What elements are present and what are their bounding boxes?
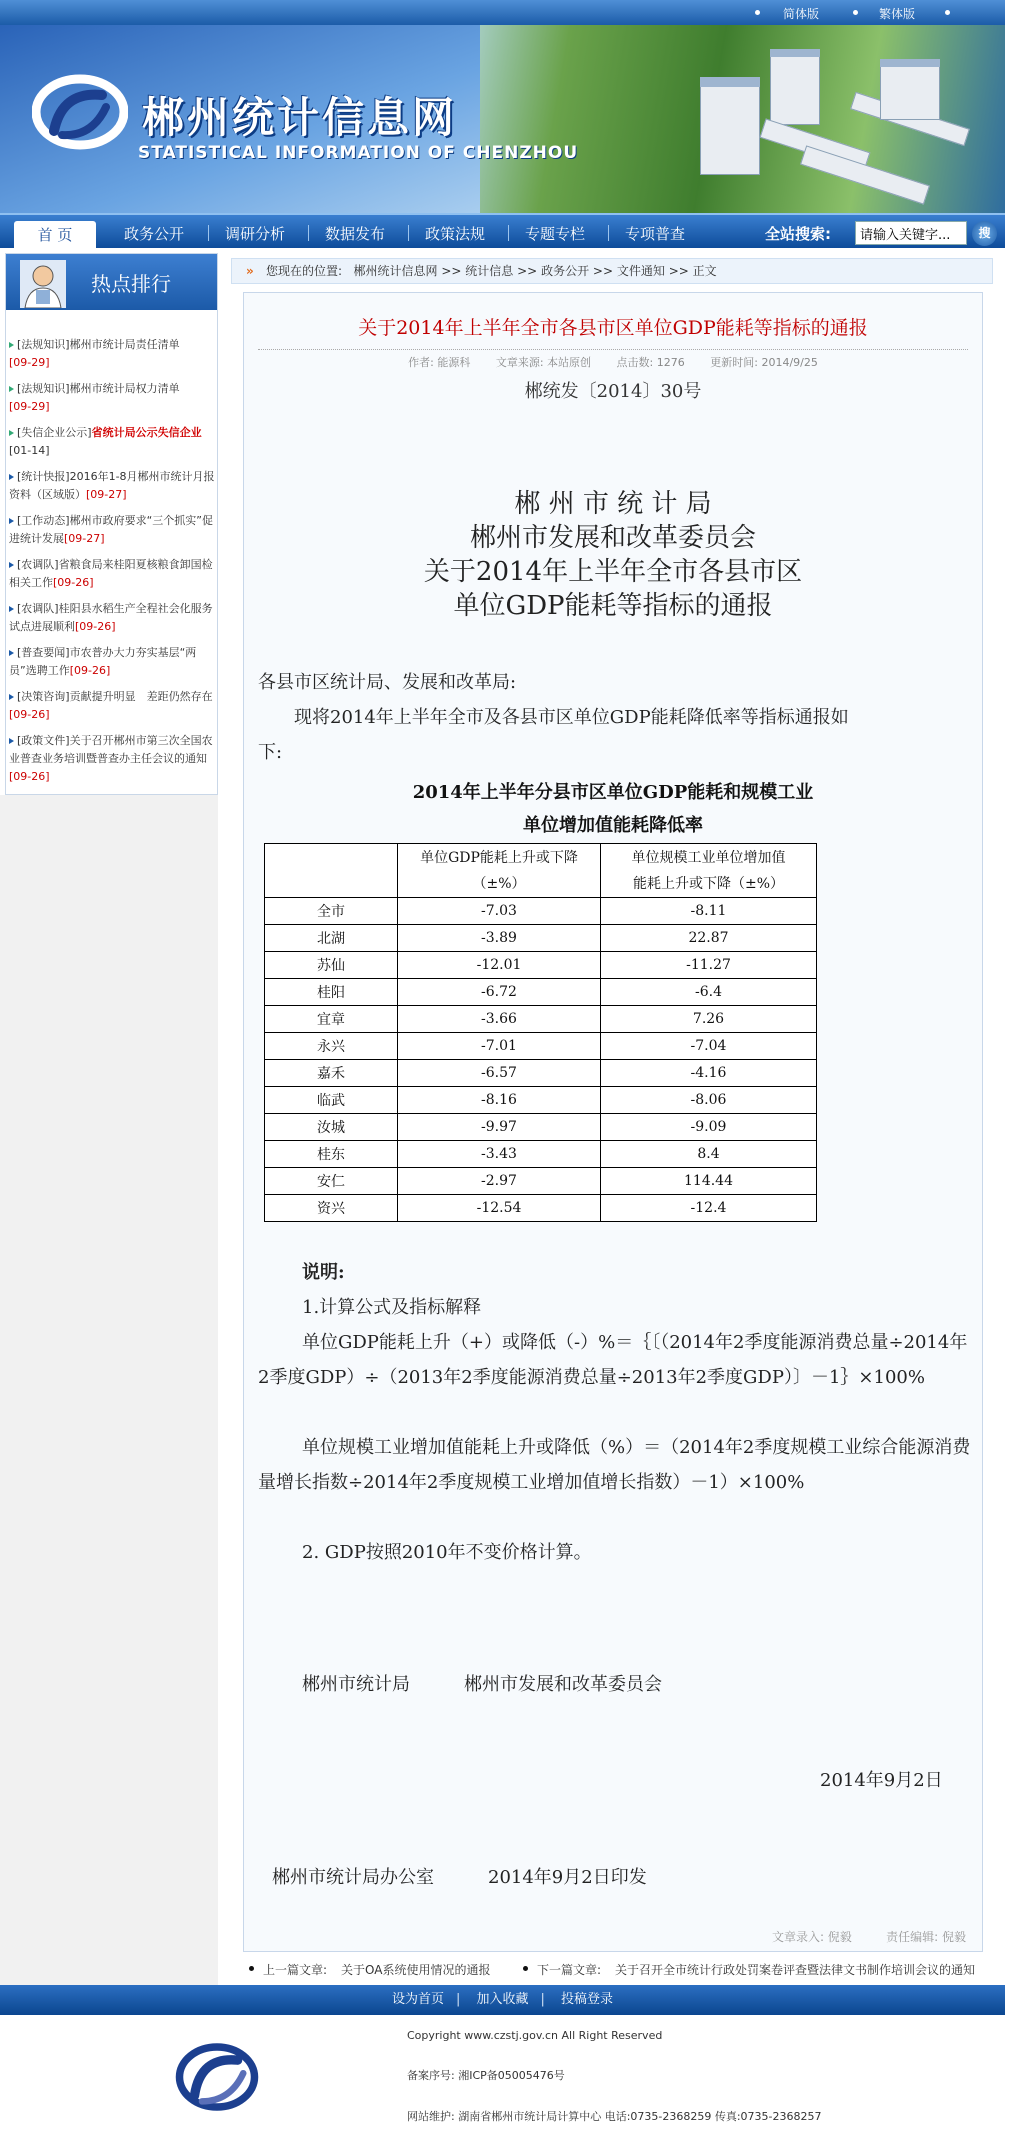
article-footer-meta: [244, 1928, 966, 1945]
sidebar-title: 热点排行: [91, 272, 171, 296]
site-banner: [0, 25, 1005, 213]
table-row: [265, 1168, 817, 1195]
editor-person: 责任编辑: 倪毅: [886, 1930, 966, 1944]
value-cell: -8.16: [398, 1087, 601, 1114]
value-cell: -6.72: [398, 979, 601, 1006]
sidebar-item-text: [工作动态]郴州市政府要求“三个抓实”促进统计发展: [9, 514, 213, 545]
breadcrumb-item[interactable]: 统计信息: [465, 264, 514, 278]
sign-date: 2014年9月2日: [820, 1770, 943, 1791]
signature: 郴州市统计局 郴州市发展和改革委员会: [302, 1674, 662, 1695]
prev-article-link[interactable]: 关于OA系统使用情况的通报: [341, 1963, 491, 1977]
table-header-row: [265, 844, 817, 898]
region-cell: 桂阳: [265, 979, 398, 1006]
sidebar-item-text: [农调队]桂阳县水稻生产全程社会化服务试点进展顺利: [9, 602, 213, 633]
value-cell: -7.03: [398, 898, 601, 925]
sidebar-item-date: [09-26]: [69, 664, 111, 677]
sidebar-item-date: [09-27]: [64, 532, 105, 545]
bullet-icon: [9, 518, 14, 524]
breadcrumb-item[interactable]: 郴州统计信息网: [353, 264, 438, 278]
breadcrumb-separator: >>: [441, 264, 462, 278]
breadcrumb: [231, 258, 993, 284]
intro-text: 现将2014年上半年全市及各县市区单位GDP能耗降低率等指标通报如: [258, 707, 849, 728]
nav-item-policy[interactable]: 政策法规: [425, 225, 486, 243]
banner-building: [700, 85, 760, 175]
meta-author: 作者: 能源科: [408, 356, 471, 369]
table-row: [265, 1114, 817, 1141]
region-cell: 汝城: [265, 1114, 398, 1141]
simplified-link[interactable]: 简体版: [783, 7, 820, 21]
value-cell: -4.16: [601, 1060, 817, 1087]
breadcrumb-item: 正文: [692, 264, 717, 278]
value-cell: -12.01: [398, 952, 601, 979]
icp-record: 备案序号: 湘ICP备05005476号: [407, 2069, 565, 2082]
region-cell: 安仁: [265, 1168, 398, 1195]
bullet-icon: [9, 650, 14, 656]
heading-line: 关于2014年上半年全市各县市区: [423, 557, 803, 587]
nav-item-census[interactable]: 专项普查: [625, 225, 686, 243]
table-row: [265, 1087, 817, 1114]
sidebar-item-text: [普查要闻]市农普办大力夯实基层“两员”选聘工作: [9, 646, 197, 677]
table-row: [265, 898, 817, 925]
nav-item-topics[interactable]: 专题专栏: [525, 225, 586, 243]
salutation: 各县市区统计局、发展和改革局:: [258, 672, 517, 693]
bullet-icon: [9, 386, 14, 392]
sidebar-item-date: [09-26]: [53, 576, 94, 589]
traditional-link[interactable]: 繁体版: [879, 7, 916, 21]
sidebar-item[interactable]: [9, 556, 215, 592]
nav-separator: [508, 225, 509, 241]
notes-title: 说明:: [302, 1262, 345, 1283]
sidebar-item-date: [01-14]: [9, 444, 50, 457]
breadcrumb-arrow-icon: »: [246, 264, 254, 278]
table-row: [265, 1060, 817, 1087]
table-header-cell: [601, 844, 817, 898]
value-cell: -3.43: [398, 1141, 601, 1168]
sidebar-item[interactable]: [9, 380, 215, 416]
value-cell: 8.4: [601, 1141, 817, 1168]
table-row: [265, 925, 817, 952]
value-cell: -7.01: [398, 1033, 601, 1060]
bullet-icon: [9, 738, 14, 744]
value-cell: 7.26: [601, 1006, 817, 1033]
search-button[interactable]: 搜: [972, 221, 997, 246]
sidebar-item-text: [统计快报]2016年1-8月郴州市统计月报资料（区域版）: [9, 470, 215, 501]
login-link[interactable]: 投稿登录: [561, 1992, 614, 2007]
sidebar-item[interactable]: [9, 512, 215, 548]
bullet-icon: [9, 694, 14, 700]
meta-updated: 更新时间: 2014/9/25: [710, 356, 818, 369]
bullet-icon: [9, 474, 14, 480]
banner-building: [770, 55, 820, 125]
table-row: [265, 1195, 817, 1222]
sidebar-item-text: [失信企业公示]: [17, 426, 92, 439]
formula-text: 单位GDP能耗上升（+）或降低（-）%＝｛〔（2014年2季度能源消费总量÷2014年2季度GDP）÷（2013年2季度能源消费总量÷2013年2季度GDP）〕－1｝×100%: [258, 1332, 968, 1388]
intro-text: 下:: [258, 742, 283, 763]
bullet-icon: [853, 10, 858, 15]
value-cell: -11.27: [601, 952, 817, 979]
banner-roof: [770, 49, 820, 57]
value-cell: -3.89: [398, 925, 601, 952]
main-nav: [0, 213, 1005, 248]
search-label: 全站搜索:: [765, 225, 831, 243]
sidebar-item-date: [09-29]: [9, 356, 50, 369]
bullet-icon: [9, 430, 14, 436]
heading-line: 郴 州 市 统 计 局: [514, 489, 712, 519]
breadcrumb-separator: >>: [517, 264, 538, 278]
right-margin: [1005, 0, 1022, 2151]
sidebar-item-date: [09-26]: [9, 770, 50, 783]
value-cell: -9.09: [601, 1114, 817, 1141]
nav-separator: [308, 225, 309, 241]
nav-separator: [208, 225, 209, 241]
heading-line: 郴州市发展和改革委员会: [469, 523, 756, 553]
bullet-icon: [9, 606, 14, 612]
banner-roof: [880, 59, 940, 67]
nav-item-home[interactable]: 首 页: [14, 221, 96, 250]
value-cell: -12.54: [398, 1195, 601, 1222]
left-column-background: [0, 795, 218, 1985]
site-subtitle: STATISTICAL INFORMATION OF CHENZHOU: [138, 143, 579, 163]
site-title: 郴州统计信息网: [142, 93, 458, 142]
nav-separator: [608, 225, 609, 241]
main-content: [231, 253, 993, 1986]
note-item: 2. GDP按照2010年不变价格计算。: [302, 1542, 592, 1563]
nav-item-data[interactable]: 数据发布: [325, 225, 386, 243]
sidebar-item-highlight: 省统计局公示失信企业: [91, 426, 202, 439]
sidebar-item-text: [决策咨询]贡献提升明显 差距仍然存在: [17, 690, 213, 703]
region-cell: 临武: [265, 1087, 398, 1114]
region-cell: 全市: [265, 898, 398, 925]
breadcrumb-separator: >>: [668, 264, 689, 278]
region-cell: 苏仙: [265, 952, 398, 979]
bullet-icon: [945, 10, 950, 15]
sidebar-item[interactable]: [9, 688, 215, 724]
prev-label: 上一篇文章:: [263, 1963, 328, 1977]
energy-table: [264, 843, 817, 1222]
nav-separator: [408, 225, 409, 241]
sidebar-item-text: [农调队]省粮食局来桂阳夏核粮食卸国检相关工作: [9, 558, 213, 589]
sidebar-item[interactable]: [9, 644, 215, 680]
value-cell: -7.04: [601, 1033, 817, 1060]
table-title: 单位增加值能耗降低率: [523, 815, 703, 836]
header-text: （±%）: [472, 875, 526, 892]
table-row: [265, 1141, 817, 1168]
nav-item-research[interactable]: 调研分析: [225, 225, 286, 243]
top-strip: [0, 0, 1005, 25]
add-favorite-link[interactable]: 加入收藏: [476, 1992, 529, 2007]
sidebar-item-text: [法规知识]郴州市统计局权力清单: [17, 382, 180, 395]
set-homepage-link[interactable]: 设为首页: [391, 1992, 444, 2007]
header-text: 能耗上升或下降（±%）: [632, 875, 785, 892]
sidebar-item-date: [09-26]: [9, 708, 50, 721]
search-input[interactable]: [855, 221, 967, 245]
table-header-cell: [265, 844, 398, 898]
sidebar-item-date: [09-29]: [9, 400, 50, 413]
title-divider: [258, 349, 968, 350]
maintenance-info: 网站维护: 湖南省郴州市统计局计算中心 电话:0735-2368259 传真:0735-2368257: [407, 2110, 822, 2123]
sidebar-item[interactable]: [9, 336, 215, 372]
region-cell: 永兴: [265, 1033, 398, 1060]
sidebar-item[interactable]: [9, 468, 215, 504]
entry-person: 文章录入: 倪毅: [771, 1930, 852, 1944]
value-cell: -2.97: [398, 1168, 601, 1195]
value-cell: 114.44: [601, 1168, 817, 1195]
value-cell: -6.57: [398, 1060, 601, 1087]
document-number: 郴统发〔2014〕30号: [524, 381, 702, 402]
prev-next-links: [231, 1958, 993, 1980]
bullet-icon: [523, 1966, 528, 1971]
region-cell: 桂东: [265, 1141, 398, 1168]
bullet-icon: [249, 1966, 254, 1971]
print-note: 郴州市统计局办公室 2014年9月2日印发: [272, 1867, 647, 1888]
region-cell: 宜章: [265, 1006, 398, 1033]
article: [243, 292, 983, 1952]
table-header-cell: [398, 844, 601, 898]
header-text: 单位规模工业单位增加值: [631, 849, 786, 866]
sidebar-item[interactable]: [9, 600, 215, 636]
article-title: 关于2014年上半年全市各县市区单位GDP能耗等指标的通报: [358, 317, 868, 339]
meta-source: 文章来源: 本站原创: [495, 356, 592, 369]
breadcrumb-separator: >>: [592, 264, 614, 278]
bullet-icon: [9, 562, 14, 568]
value-cell: -9.97: [398, 1114, 601, 1141]
sidebar-item-text: [政策文件]关于召开郴州市第三次全国农业普查业务培训暨普查办主任会议的通知: [9, 734, 213, 765]
meta-clicks: 点击数: 1276: [616, 356, 685, 369]
value-cell: -3.66: [398, 1006, 601, 1033]
article-meta: [244, 354, 982, 370]
footer-nav: 设为首页 | 加入收藏 | 投稿登录: [0, 1985, 1005, 2015]
site-logo-icon: [32, 73, 128, 151]
sidebar-item-text: [法规知识]郴州市统计局责任清单: [17, 338, 180, 351]
next-article-link[interactable]: 关于召开全市统计行政处罚案卷评查暨法律文书制作培训会议的通知: [615, 1963, 976, 1977]
sidebar-item[interactable]: [9, 424, 215, 460]
value-cell: 22.87: [601, 925, 817, 952]
heading-line: 单位GDP能耗等指标的通报: [453, 591, 773, 621]
sidebar-header: [6, 254, 217, 310]
bullet-icon: [9, 342, 14, 348]
table-body: [265, 898, 817, 1222]
value-cell: -12.4: [601, 1195, 817, 1222]
value-cell: -8.11: [601, 898, 817, 925]
hot-ranking-sidebar: [5, 253, 218, 795]
table-row: [265, 952, 817, 979]
bullet-icon: [755, 10, 760, 15]
formula-text: 单位规模工业增加值能耗上升或降低（%）＝（2014年2季度规模工业综合能源消费量增长指数÷2014年2季度规模工业增加值增长指数）－1）×100%: [258, 1437, 971, 1493]
region-cell: 北湖: [265, 925, 398, 952]
region-cell: 嘉禾: [265, 1060, 398, 1087]
breadcrumb-item[interactable]: 文件通知: [616, 264, 665, 278]
breadcrumb-item[interactable]: 政务公开: [541, 264, 590, 278]
user-avatar-icon: [20, 260, 66, 308]
sidebar-item-date: [09-27]: [86, 488, 127, 501]
value-cell: -6.4: [601, 979, 817, 1006]
table-row: [265, 1006, 817, 1033]
sidebar-item[interactable]: [9, 732, 215, 786]
banner-building: [880, 65, 940, 120]
nav-item-government[interactable]: 政务公开: [124, 225, 185, 243]
site-logo-icon: [172, 2032, 262, 2122]
footer: [0, 2015, 1005, 2151]
header-text: 单位GDP能耗上升或下降: [420, 849, 578, 866]
note-item: 1.计算公式及指标解释: [302, 1297, 482, 1318]
next-label: 下一篇文章:: [537, 1963, 602, 1977]
table-title: 2014年上半年分县市区单位GDP能耗和规模工业: [412, 782, 814, 803]
breadcrumb-prefix: 您现在的位置:: [266, 264, 343, 278]
banner-roof: [700, 77, 760, 87]
table-row: [265, 1033, 817, 1060]
region-cell: 资兴: [265, 1195, 398, 1222]
value-cell: -8.06: [601, 1087, 817, 1114]
sidebar-item-date: [09-26]: [75, 620, 116, 633]
copyright: Copyright www.czstj.gov.cn All Right Reserved: [407, 2029, 663, 2042]
table-row: [265, 979, 817, 1006]
